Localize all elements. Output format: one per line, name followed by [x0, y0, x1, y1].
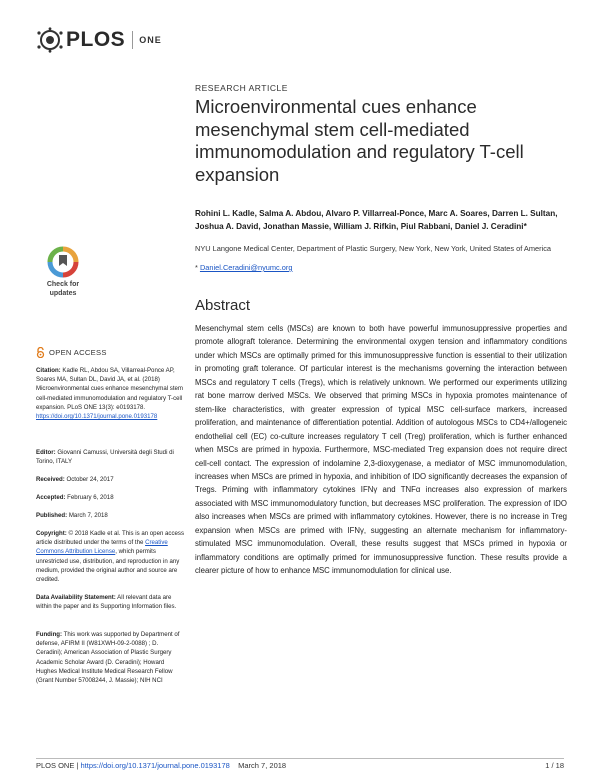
copyright-text-end: , which permits unrestricted use, distribution, and reproduction in any medium, provided the original author and source are credited.: [36, 548, 180, 584]
footer-divider: [36, 758, 564, 759]
data-availability-block: [36, 593, 186, 611]
citation-text: Kadle RL, Abdou SA, Villarreal-Ponce AP, Soares MA, Sultan DL, David JA, et al. (2018) Microenvironmental cues enhance mesenchymal stem cell-mediated immunomodulation and regulatory T-cell expansion. PLoS ONE 13(3): e0193178.: [36, 367, 183, 411]
received-date: October 24, 2017: [66, 476, 114, 483]
footer-doi-link[interactable]: https://doi.org/10.1371/journal.pone.0193178: [80, 761, 230, 770]
corresponding-author: [195, 263, 567, 272]
funding-block: [36, 630, 186, 685]
abstract-heading: Abstract: [195, 297, 251, 314]
article-type: RESEARCH ARTICLE: [195, 83, 288, 93]
check-updates-icon: [38, 245, 88, 279]
author-list: Rohini L. Kadle, Salma A. Abdou, Alvaro P. Villarreal-Ponce, Marc A. Soares, Darren L. Sultan, Joshua A. David, Jonathan Massie, William J. Rifkin, Piul Rabbani, Daniel J. Ceradini*: [195, 209, 558, 231]
page-number: 1 / 18: [545, 761, 564, 770]
affiliation: NYU Langone Medical Center, Department of Plastic Surgery, New York, New York, United States of America: [195, 244, 552, 253]
journal-logo[interactable]: [36, 27, 162, 53]
funding-text: This work was supported by Department of defense, AFIRM II (W81XWH-09-2-0088) ; D. Ceradini); American Association of Plastic Surgery Academic Scholar Award (D. Ceradini); Howard Hughes Medical Institute Medical Research Fellow (Grant Number 57008244, J. Massie); NIH NCI: [36, 631, 180, 685]
check-updates-label: Check for updates: [46, 281, 80, 297]
accepted-block: [36, 493, 186, 502]
plos-logo-icon: [36, 27, 64, 53]
published-label: Published:: [36, 512, 68, 519]
received-block: [36, 475, 186, 484]
abstract-text: Mesenchymal stem cells (MSCs) are known to both have powerful immunosuppressive properties and promote allograft tolerance. Determining the environmental oxygen tension and inflammatory conditions under which MSCs are optimally primed for this immunosuppressive function is essential to their utilization in promoting graft tolerance. Of particular interest is the mechanisms governing the interaction between MSCs and regulatory T cells (Tregs), which is relatively unknown. We performed our experiments utilizing rat bone marrow derived MSCs. We observed that priming MSCs in hypoxia promotes maintenance of stem-like characteristics, with greater expression of typical MSC cell-surface markers, increased proliferation, and maintenance of differentiation potential. Addition of autologous MSCs to CD4+/allogeneic endothelial cell (EC) co-culture increases regulatory T cell (Treg) proliferation, which is further enhanced when MSCs are primed in hypoxia. Furthermore, MSC-mediated Treg expansion does not require direct cell-cell contact. The expression of indolamine 2,3-dioxygenase, a mediator of MSC immunomodulation, increases when MSCs are primed in hypoxia, and inhibition of IDO significantly decreases the expansion of Tregs. Priming with inflammatory cytokines IFNγ and TNFα increases also expression of markers associated with MSC immunomodulatory function, but decreases MSC proliferation. The expression of IDO also increases when MSCs are primed with inflammatory cytokines. However, there is no increase in Treg expansion when MSCs are primed with IFNγ, suggesting an alternate mechanism for inflammatory-stimulated MSC immunomodulation. Overall, these results suggest that MSCs primed in hypoxia or inflammatory conditions are optimally primed for immunosuppressive function. These results provide a clearer picture of how to enhance MSC immunomodulation for clinical use.: [195, 324, 567, 576]
license-link[interactable]: Creative Commons Attribution License: [36, 539, 168, 556]
accepted-date: February 6, 2018: [67, 494, 114, 501]
copyright-text: © 2018 Kadle et al. This is an open access article distributed under the terms of the: [36, 530, 185, 547]
data-availability-label: Data Availability Statement:: [36, 594, 116, 601]
funding-label: Funding:: [36, 631, 63, 638]
footer-date: March 7, 2018: [238, 761, 287, 770]
citation-doi-link[interactable]: https://doi.org/10.1371/journal.pone.0193178: [36, 413, 158, 421]
logo-divider: [132, 31, 133, 49]
open-access-label: OPEN ACCESS: [49, 348, 107, 357]
editor-block: [36, 448, 186, 466]
asterisk-marker: *: [195, 263, 200, 272]
journal-name: PLOS: [66, 28, 126, 51]
journal-sub: ONE: [139, 35, 162, 45]
copyright-label: Copyright:: [36, 530, 67, 537]
published-block: [36, 511, 186, 520]
accepted-label: Accepted:: [36, 494, 66, 501]
citation-block: [36, 366, 186, 421]
received-label: Received:: [36, 476, 65, 483]
editor-text: Giovanni Camussi, Università degli Studi di Torino, ITALY: [36, 449, 174, 466]
article-title: Microenvironmental cues enhance mesenchymal stem cell-mediated immunomodulation and regulatory T-cell expansion: [195, 96, 524, 185]
copyright-block: [36, 529, 186, 584]
footer-separator: |: [76, 761, 79, 770]
email-link[interactable]: Daniel.Ceradini@nyumc.org: [199, 263, 293, 272]
check-for-updates-button[interactable]: [38, 245, 88, 303]
citation-label: Citation:: [36, 367, 61, 374]
editor-label: Editor:: [36, 449, 56, 456]
footer-journal: PLOS ONE: [36, 761, 75, 770]
page-footer: [36, 761, 564, 770]
data-availability-text: All relevant data are within the paper and its Supporting Information files.: [36, 594, 177, 611]
published-date: March 7, 2018: [68, 512, 108, 519]
open-access: [36, 347, 107, 358]
open-lock-icon: [36, 347, 45, 358]
